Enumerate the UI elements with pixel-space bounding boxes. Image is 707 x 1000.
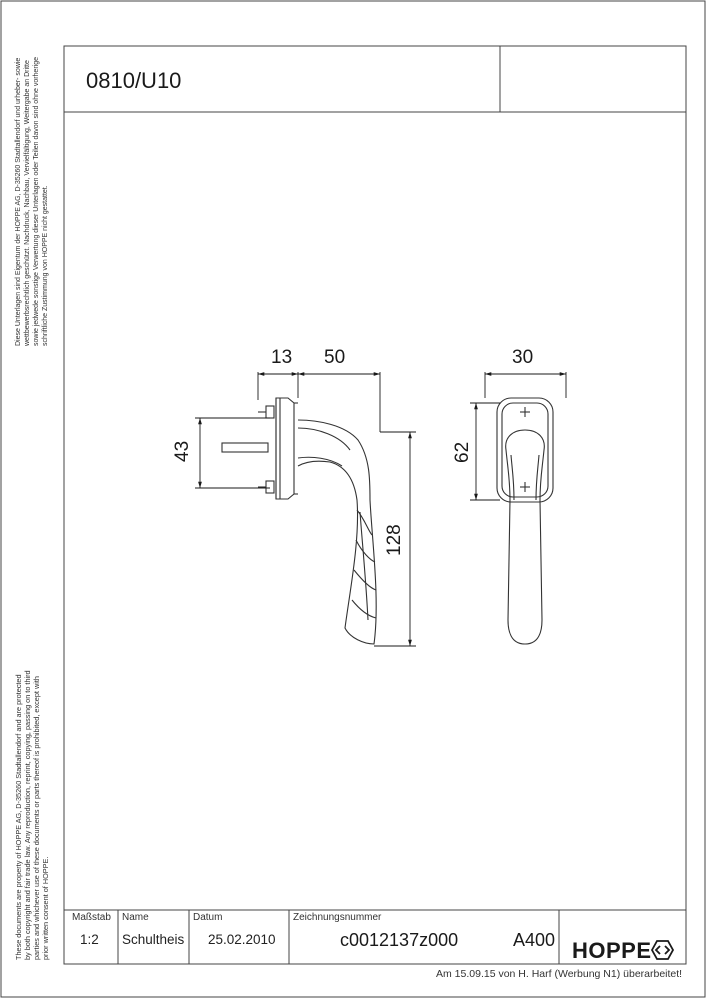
inner-frame (64, 46, 686, 964)
spindle (222, 443, 268, 452)
name-label: Name (122, 912, 149, 923)
dim-13: 13 (271, 347, 293, 368)
handle-side-view (222, 398, 376, 644)
scale-label: Maßstab (72, 912, 111, 923)
dim-128: 128 (384, 524, 405, 556)
hoppe-logo-icon (652, 941, 673, 959)
dim-30: 30 (512, 347, 534, 368)
dim-62: 62 (452, 441, 473, 463)
legal-notice-en: These documents are property of HOPPE AG, D-35260 Stadtallendorf and are protected by both copyright and fair trade law. Any reproduction, reprint, copying, passing on to third parties and whichever use of these documents or parts thereof is prohibited, except with prior written consent of HOPPE. (14, 670, 50, 960)
date-label: Datum (193, 912, 223, 923)
date-value: 25.02.2010 (208, 932, 276, 947)
sheet-border (1, 1, 705, 997)
name-value: Schultheis (122, 932, 185, 947)
dim-50: 50 (324, 347, 346, 368)
legal-notice-de: Diese Unterlagen sind Eigentum der HOPPE AG, D-35260 Stadtallendorf und urheber- sowie wettbewerbsrechtlich geschützt. Nachdruck, Nachbau, Vervielfältigung, Weitergabe an Dritte sowie jedwede sonstige Verwertung dieser Unterlagen oder Teilen davon sind ohne vorherige schriftliche Zustimmung von HOPPE nicht gestattet. (15, 57, 49, 346)
drawing-title: 0810/U10 (86, 68, 182, 93)
format-value: A400 (513, 930, 556, 950)
drawing-number-label: Zeichnungsnummer (293, 912, 382, 923)
scale-value: 1:2 (80, 932, 99, 947)
drawing-number-value: c0012137z000 (340, 930, 459, 950)
lever-outline (298, 420, 376, 644)
handle-front-view (497, 398, 553, 644)
revision-note: Am 15.09.15 von H. Harf (Werbung N1) überarbeitet! (436, 968, 683, 980)
rosette (276, 398, 294, 499)
hoppe-logo: HOPPE (572, 938, 652, 963)
dim-43: 43 (172, 440, 193, 462)
